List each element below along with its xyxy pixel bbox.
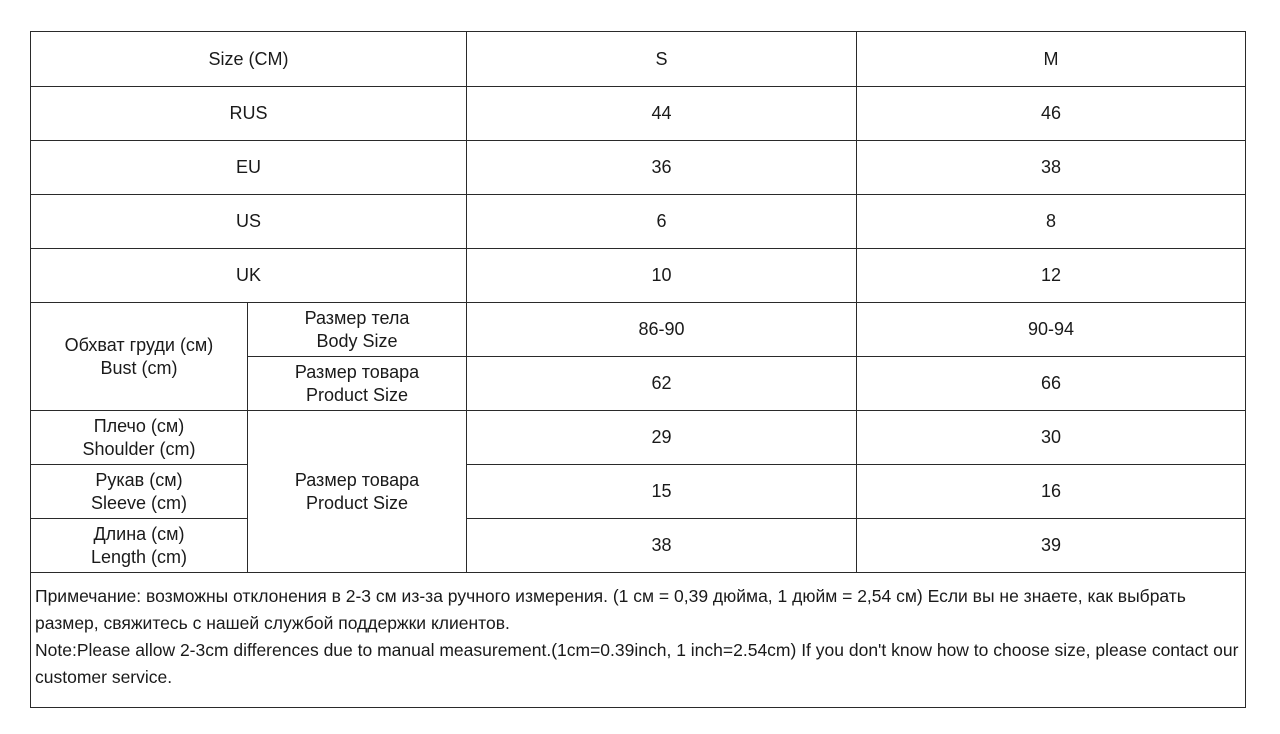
body-size-label-en: Body Size [316,330,398,351]
measurement-note [31,573,1246,708]
product-group-label-en: Product Size [305,492,409,513]
row-label-bust [31,303,248,411]
cell-eu-s: 36 [467,141,857,195]
cell-uk-s: 10 [467,249,857,303]
row-label-shoulder [31,411,248,465]
sublabel-product-size [248,357,467,411]
cell-rus-s: 44 [467,87,857,141]
cell-bust-product-s: 62 [467,357,857,411]
table-row-note [31,573,1246,708]
size-column-header: Size (CM) [31,32,467,87]
cell-eu-m: 38 [857,141,1246,195]
table-row-uk [31,249,1246,303]
sublabel-product-size-group [248,411,467,573]
size-table [30,31,1246,708]
product-group-label-ru: Размер товара [294,469,420,490]
table-row-sleeve [31,465,1246,519]
row-label-uk: UK [31,249,467,303]
cell-shoulder-m: 30 [857,411,1246,465]
cell-us-s: 6 [467,195,857,249]
cell-sleeve-m: 16 [857,465,1246,519]
cell-bust-product-m: 66 [857,357,1246,411]
bust-label-en: Bust (cm) [100,357,178,378]
size-m-header: M [857,32,1246,87]
cell-sleeve-s: 15 [467,465,857,519]
cell-shoulder-s: 29 [467,411,857,465]
row-label-us: US [31,195,467,249]
size-s-header: S [467,32,857,87]
table-row-us [31,195,1246,249]
note-text-en: Note:Please allow 2-3cm differences due to manual measurement.(1cm=0.39inch, 1 inch=2.54cm) If you don't know how to choose size, please contact our customer service. [35,640,1239,687]
table-row-rus [31,87,1246,141]
table-row-eu [31,141,1246,195]
sleeve-label-ru: Рукав (см) [95,469,183,490]
table-row-bust-body [31,303,1246,357]
row-label-eu: EU [31,141,467,195]
length-label-en: Length (cm) [90,546,188,567]
table-header-row [31,32,1246,87]
cell-rus-m: 46 [857,87,1246,141]
body-size-label-ru: Размер тела [304,307,410,328]
size-chart [30,31,1245,708]
row-label-rus: RUS [31,87,467,141]
sublabel-body-size [248,303,467,357]
cell-length-m: 39 [857,519,1246,573]
bust-label-ru: Обхват груди (см) [64,334,214,355]
product-size-label-ru: Размер товара [294,361,420,382]
shoulder-label-en: Shoulder (cm) [82,438,196,459]
row-label-sleeve [31,465,248,519]
table-row-shoulder [31,411,1246,465]
cell-uk-m: 12 [857,249,1246,303]
shoulder-label-ru: Плечо (см) [93,415,185,436]
cell-length-s: 38 [467,519,857,573]
cell-us-m: 8 [857,195,1246,249]
table-row-length [31,519,1246,573]
cell-bust-body-m: 90-94 [857,303,1246,357]
note-text-ru: Примечание: возможны отклонения в 2-3 см из-за ручного измерения. (1 см = 0,39 дюйма, 1 дюйм = 2,54 см) Если вы не знаете, как выбрать размер, свяжитесь с нашей службой поддержки клиентов. [35,586,1186,633]
product-size-label-en: Product Size [305,384,409,405]
cell-bust-body-s: 86-90 [467,303,857,357]
length-label-ru: Длина (см) [93,523,185,544]
sleeve-label-en: Sleeve (cm) [90,492,188,513]
row-label-length [31,519,248,573]
